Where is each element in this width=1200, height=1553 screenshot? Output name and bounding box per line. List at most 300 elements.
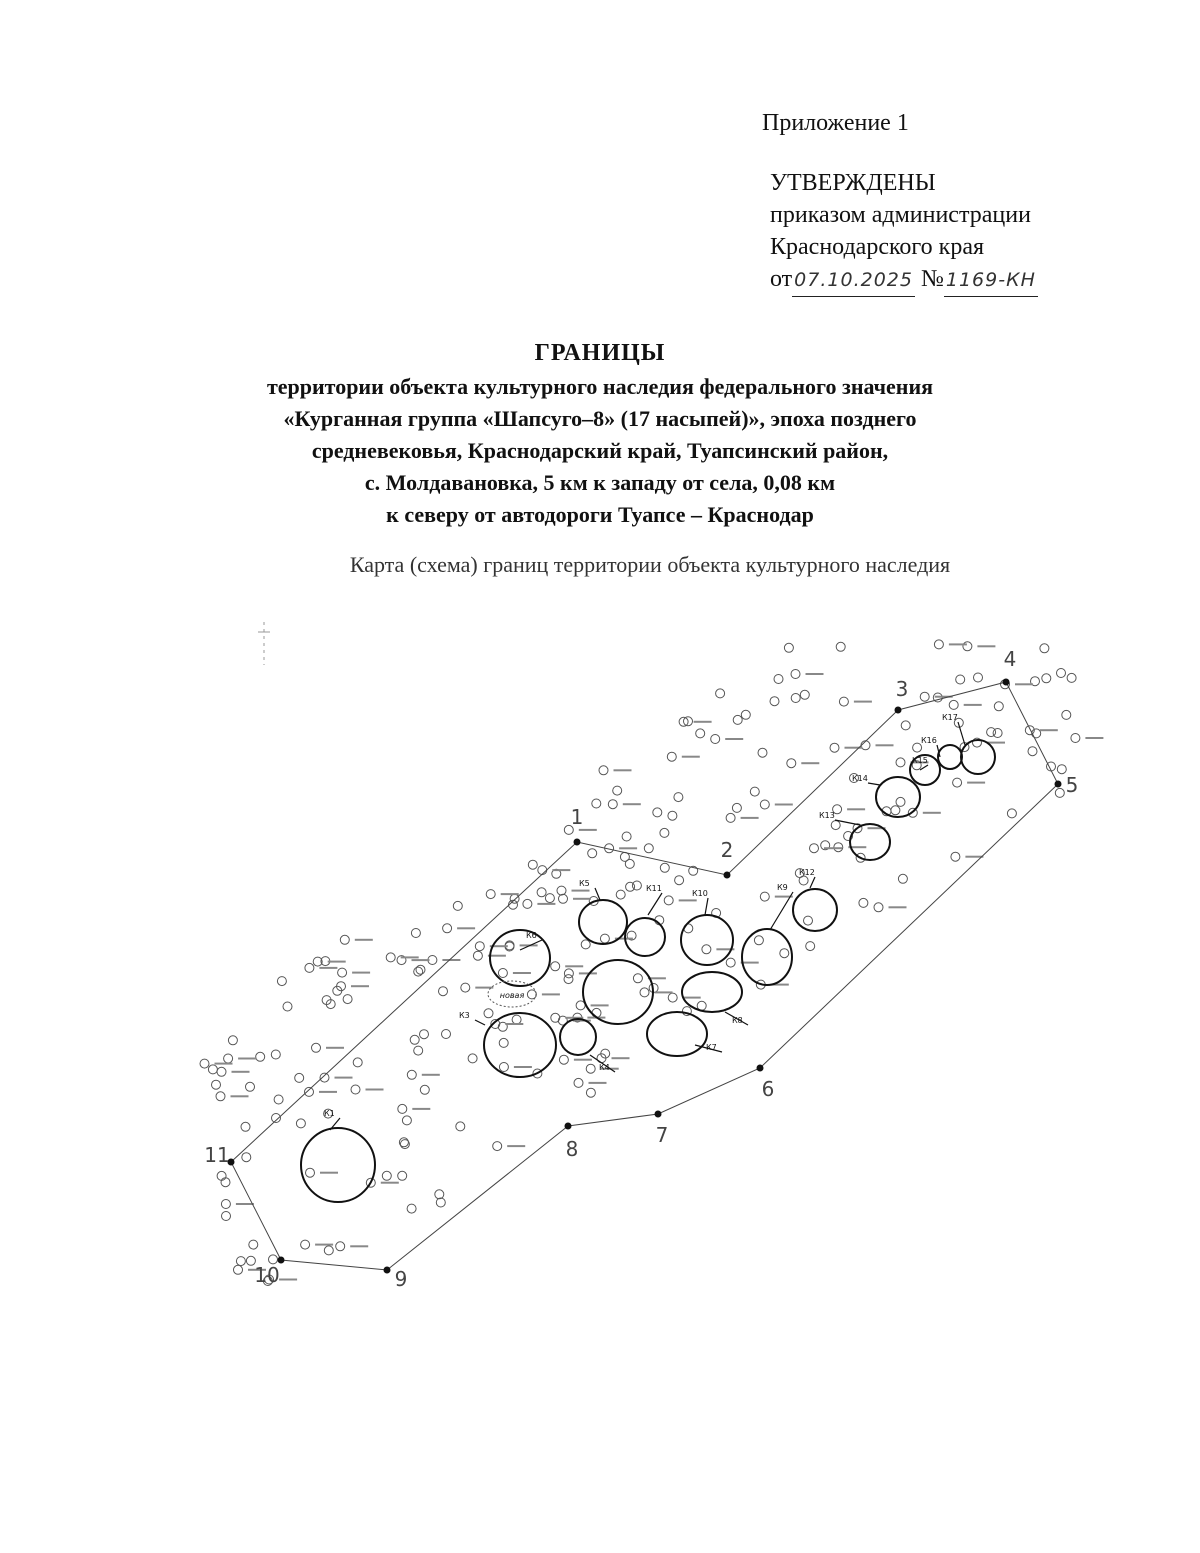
survey-point — [664, 896, 673, 905]
elevation-mark — [422, 1074, 440, 1076]
survey-point — [234, 1265, 243, 1274]
boundary-polygon — [231, 682, 1058, 1270]
survey-point — [963, 642, 972, 651]
elevation-mark — [614, 769, 632, 771]
survey-point — [242, 1153, 251, 1162]
survey-point — [564, 975, 573, 984]
elevation-mark — [977, 645, 995, 647]
mound-leader — [475, 1020, 485, 1025]
survey-point — [398, 1171, 407, 1180]
survey-point — [324, 1246, 333, 1255]
elevation-mark — [824, 847, 842, 849]
survey-point — [956, 675, 965, 684]
survey-point — [551, 962, 560, 971]
survey-point — [831, 821, 840, 830]
approved-by-line2: Краснодарского края — [770, 234, 985, 260]
survey-point — [625, 859, 634, 868]
survey-point — [874, 903, 883, 912]
survey-point — [1062, 710, 1071, 719]
mound-circle — [560, 1019, 596, 1055]
elevation-mark — [232, 1071, 250, 1073]
elevation-mark — [236, 1203, 254, 1205]
survey-point — [353, 1058, 362, 1067]
survey-point — [830, 743, 839, 752]
survey-point — [559, 1055, 568, 1064]
survey-point — [622, 832, 631, 841]
title-line-1: территории объекта культурного наследия федерального значения — [266, 374, 934, 399]
survey-point — [306, 1168, 315, 1177]
mound-label: К14 — [852, 774, 868, 783]
survey-point — [732, 803, 741, 812]
elevation-mark — [355, 939, 373, 941]
survey-point — [222, 1212, 231, 1221]
elevation-mark — [1085, 737, 1103, 739]
mound-label: К5 — [579, 879, 590, 888]
survey-point — [1040, 644, 1049, 653]
survey-point — [274, 1095, 283, 1104]
survey-point — [726, 958, 735, 967]
map-caption: Карта (схема) границ территории объекта культурного наследия — [349, 552, 951, 577]
boundary-point-label: 8 — [565, 1137, 579, 1161]
mound-label: К3 — [459, 1011, 470, 1020]
survey-point — [806, 942, 815, 951]
mound-circle — [961, 740, 995, 774]
mound-leader — [648, 893, 662, 915]
survey-point — [277, 977, 286, 986]
mound-leader — [810, 877, 815, 888]
survey-point — [435, 1190, 444, 1199]
survey-point — [626, 882, 635, 891]
title-line-5: к северу от автодороги Туапсе – Краснодар — [386, 502, 814, 527]
mound-circle — [583, 960, 653, 1024]
approval-block — [770, 167, 1038, 297]
survey-point — [1071, 734, 1080, 743]
survey-point — [754, 936, 763, 945]
survey-point — [271, 1050, 280, 1059]
approval-date-line — [770, 263, 1038, 297]
elevation-mark — [876, 744, 894, 746]
survey-point — [295, 1073, 304, 1082]
boundary-point-label: 1 — [570, 805, 584, 829]
survey-point — [468, 1054, 477, 1063]
survey-point — [407, 1070, 416, 1079]
survey-point — [839, 697, 848, 706]
title-line-3: средневековья, Краснодарский край, Туапсинский район, — [311, 438, 889, 463]
elevation-mark — [352, 972, 370, 974]
survey-point — [538, 866, 547, 875]
survey-point — [668, 811, 677, 820]
elevation-mark — [315, 1244, 333, 1246]
boundary-vertex — [574, 839, 581, 846]
survey-point — [616, 890, 625, 899]
boundary-map — [0, 610, 1200, 1330]
survey-point — [351, 1085, 360, 1094]
survey-point — [283, 1002, 292, 1011]
elevation-mark — [1015, 683, 1033, 685]
appendix-label: Приложение 1 — [762, 110, 909, 136]
elevation-mark — [964, 704, 982, 706]
boundary-point-label: 2 — [720, 838, 734, 862]
elevation-mark — [806, 673, 824, 675]
elevation-mark — [847, 808, 865, 810]
survey-point — [608, 800, 617, 809]
survey-point — [557, 886, 566, 895]
survey-point — [256, 1052, 265, 1061]
survey-point — [974, 673, 983, 682]
survey-point — [810, 844, 819, 853]
survey-point — [221, 1178, 230, 1187]
survey-point — [473, 951, 482, 960]
survey-point — [1007, 809, 1016, 818]
elevation-mark — [573, 898, 591, 900]
elevation-mark — [683, 997, 701, 999]
mound-label: К7 — [706, 1043, 717, 1052]
elevation-mark — [319, 1091, 337, 1093]
survey-point — [711, 735, 720, 744]
survey-point — [702, 945, 711, 954]
elevation-mark — [619, 847, 637, 849]
survey-point — [456, 1122, 465, 1131]
boundary-vertex — [1055, 781, 1062, 788]
mound-circle — [876, 777, 920, 817]
survey-point — [212, 1080, 221, 1089]
elevation-mark — [279, 1279, 297, 1281]
number-value: 1169-КН — [944, 264, 1038, 297]
mound-circle — [682, 972, 742, 1012]
survey-point — [241, 1122, 250, 1131]
elevation-mark — [923, 812, 941, 814]
survey-point — [588, 849, 597, 858]
elevation-mark — [319, 967, 337, 969]
survey-point — [675, 876, 684, 885]
survey-point — [898, 874, 907, 883]
survey-point — [551, 1013, 560, 1022]
elevation-mark — [507, 1145, 525, 1147]
survey-point — [414, 1046, 423, 1055]
mound-label: К11 — [646, 884, 662, 893]
survey-point — [741, 710, 750, 719]
survey-point — [484, 1009, 493, 1018]
survey-point — [581, 940, 590, 949]
survey-point — [338, 968, 347, 977]
mound-circle — [490, 930, 550, 986]
boundary-point-label: 9 — [394, 1267, 408, 1291]
survey-point — [439, 987, 448, 996]
new-label: новая — [499, 991, 525, 1000]
survey-point — [343, 995, 352, 1004]
survey-point — [398, 1104, 407, 1113]
survey-point — [246, 1082, 255, 1091]
survey-point — [901, 721, 910, 730]
survey-point — [537, 888, 546, 897]
mound-circle — [742, 929, 792, 985]
survey-point — [660, 863, 669, 872]
survey-point — [475, 942, 484, 951]
survey-point — [951, 852, 960, 861]
mound-label: К4 — [599, 1063, 610, 1072]
survey-point — [523, 899, 532, 908]
boundary-point-label: 10 — [254, 1263, 280, 1287]
elevation-mark — [351, 985, 369, 987]
survey-point — [443, 924, 452, 933]
elevation-mark — [366, 1089, 384, 1091]
survey-point — [493, 1142, 502, 1151]
elevation-mark — [320, 1172, 338, 1174]
survey-point — [224, 1054, 233, 1063]
elevation-mark — [889, 906, 907, 908]
survey-point — [896, 758, 905, 767]
elevation-mark — [501, 893, 519, 895]
mound-label: К15 — [912, 756, 928, 765]
elevation-mark — [987, 742, 1005, 744]
survey-point — [920, 692, 929, 701]
survey-point — [644, 844, 653, 853]
elevation-mark — [967, 782, 985, 784]
survey-point — [599, 766, 608, 775]
survey-point — [774, 675, 783, 684]
survey-point — [896, 797, 905, 806]
elevation-mark — [589, 1082, 607, 1084]
survey-point — [416, 965, 425, 974]
mound-circle — [681, 915, 733, 965]
boundary-point-label: 3 — [895, 677, 909, 701]
elevation-mark — [328, 961, 346, 963]
elevation-mark — [565, 965, 583, 967]
survey-point — [1028, 747, 1037, 756]
mound-leader — [868, 783, 880, 785]
boundary-vertex — [384, 1267, 391, 1274]
elevation-mark — [1040, 729, 1058, 731]
survey-point — [760, 800, 769, 809]
survey-point — [750, 787, 759, 796]
survey-point — [402, 1116, 411, 1125]
survey-point — [249, 1240, 258, 1249]
survey-point — [340, 935, 349, 944]
survey-point — [1042, 674, 1051, 683]
survey-point — [574, 1078, 583, 1087]
elevation-mark — [231, 1095, 249, 1097]
elevation-mark — [552, 869, 570, 871]
survey-point — [221, 1200, 230, 1209]
boundary-vertex — [724, 872, 731, 879]
elevation-mark — [679, 899, 697, 901]
survey-point — [859, 898, 868, 907]
survey-point — [386, 953, 395, 962]
number-prefix: № — [920, 266, 944, 292]
survey-point — [336, 1242, 345, 1251]
title-line-4: с. Молдавановка, 5 км к западу от села, 0,08 км — [364, 470, 836, 495]
boundary-point-label: 4 — [1003, 647, 1017, 671]
mound-circle — [938, 745, 962, 769]
elevation-mark — [801, 762, 819, 764]
survey-point — [436, 1198, 445, 1207]
mound-label: К12 — [799, 868, 815, 877]
survey-point — [668, 993, 677, 1002]
survey-point — [420, 1085, 429, 1094]
boundary-point-label: 11 — [204, 1143, 230, 1167]
survey-point — [716, 689, 725, 698]
elevation-mark — [591, 1004, 609, 1006]
survey-point — [320, 1073, 329, 1082]
survey-point — [613, 786, 622, 795]
survey-point — [305, 1087, 314, 1096]
elevation-mark — [442, 959, 460, 961]
elevation-mark — [505, 1023, 523, 1025]
mound-label: К8 — [732, 1016, 743, 1025]
survey-point — [994, 702, 1003, 711]
survey-point — [1067, 673, 1076, 682]
boundary-point-label: 6 — [761, 1077, 775, 1101]
survey-point — [800, 690, 809, 699]
survey-point — [527, 990, 536, 999]
elevation-mark — [514, 1066, 532, 1068]
survey-point — [891, 806, 900, 815]
mound-label: К17 — [942, 713, 958, 722]
elevation-mark — [854, 701, 872, 703]
elevation-mark — [612, 1057, 630, 1059]
survey-point — [784, 643, 793, 652]
survey-point — [633, 974, 642, 983]
survey-point — [420, 1030, 429, 1039]
survey-point — [410, 1035, 419, 1044]
survey-point — [791, 670, 800, 679]
elevation-mark — [542, 993, 560, 995]
survey-point — [674, 793, 683, 802]
elevation-mark — [215, 1063, 233, 1065]
mound-label: К16 — [921, 736, 937, 745]
survey-point — [836, 642, 845, 651]
survey-point — [586, 1064, 595, 1073]
survey-point — [1057, 669, 1066, 678]
elevation-mark — [949, 643, 967, 645]
survey-points — [200, 640, 1080, 1286]
survey-point — [499, 1063, 508, 1072]
mound-label: К10 — [692, 889, 708, 898]
survey-point — [653, 808, 662, 817]
elevation-mark — [335, 1077, 353, 1079]
survey-point — [217, 1067, 226, 1076]
boundary-vertex — [757, 1065, 764, 1072]
survey-point — [726, 813, 735, 822]
title-main: ГРАНИЦЫ — [534, 340, 666, 366]
mound-label: К13 — [819, 811, 835, 820]
boundary-vertex — [895, 707, 902, 714]
survey-point — [770, 697, 779, 706]
survey-point — [498, 969, 507, 978]
survey-point — [312, 1043, 321, 1052]
elevation-mark — [238, 1058, 256, 1060]
elevation-mark — [579, 829, 597, 831]
survey-point — [660, 828, 669, 837]
survey-point — [216, 1092, 225, 1101]
elevation-mark — [572, 890, 590, 892]
survey-point — [780, 949, 789, 958]
mound-circle — [301, 1128, 375, 1202]
survey-point — [760, 892, 769, 901]
elevation-mark — [326, 1047, 344, 1049]
survey-point — [382, 1171, 391, 1180]
survey-point — [510, 894, 519, 903]
survey-point — [592, 799, 601, 808]
survey-point — [461, 983, 470, 992]
survey-point — [453, 901, 462, 910]
mound-labels — [324, 713, 965, 1130]
mound-circle — [579, 900, 627, 944]
boundary-vertex — [565, 1123, 572, 1130]
survey-point — [407, 1204, 416, 1213]
survey-point — [499, 1038, 508, 1047]
mound-circle — [850, 824, 890, 860]
date-prefix: от — [770, 266, 793, 292]
elevation-mark — [350, 1245, 368, 1247]
survey-point — [934, 640, 943, 649]
elevation-mark — [381, 1182, 399, 1184]
survey-point — [228, 1036, 237, 1045]
elevation-mark — [682, 756, 700, 758]
survey-point — [414, 967, 423, 976]
survey-point — [993, 729, 1002, 738]
elevation-mark — [457, 927, 475, 929]
elevation-mark — [694, 721, 712, 723]
elevation-mark — [412, 1108, 430, 1110]
elevation-mark — [401, 956, 419, 958]
survey-point — [442, 1030, 451, 1039]
approved-by-line1: приказом администрации — [770, 202, 1031, 228]
survey-point — [200, 1059, 209, 1068]
mound-leader — [705, 898, 708, 915]
elevation-mark — [725, 738, 743, 740]
survey-point — [804, 916, 813, 925]
mound-leader — [770, 892, 793, 930]
boundary-vertex — [1003, 679, 1010, 686]
elevation-mark — [513, 972, 531, 974]
elevation-mark — [412, 959, 430, 961]
survey-point — [305, 963, 314, 972]
mound-label: К9 — [777, 883, 788, 892]
survey-point — [236, 1257, 245, 1266]
mound-circle — [625, 918, 665, 956]
survey-point — [586, 1088, 595, 1097]
boundary-point-label: 7 — [655, 1123, 669, 1147]
survey-point — [486, 890, 495, 899]
elevation-mark — [623, 803, 641, 805]
survey-point — [545, 894, 554, 903]
survey-point — [411, 929, 420, 938]
north-mark — [258, 622, 270, 665]
mound-label: К6 — [526, 931, 537, 940]
survey-point — [949, 700, 958, 709]
mound-label: К1 — [324, 1109, 335, 1118]
boundary-point-label: 5 — [1065, 773, 1079, 797]
survey-point — [787, 759, 796, 768]
survey-point — [667, 752, 676, 761]
elevation-marks — [215, 643, 1104, 1280]
elevation-mark — [655, 991, 673, 993]
survey-point — [559, 894, 568, 903]
boundary-vertex — [655, 1111, 662, 1118]
survey-point — [512, 1015, 521, 1024]
survey-point — [1055, 788, 1064, 797]
document-title — [140, 340, 1060, 531]
survey-point — [217, 1171, 226, 1180]
survey-point — [528, 860, 537, 869]
mound-circle — [793, 889, 837, 931]
mound-leader — [958, 722, 965, 745]
elevation-mark — [775, 804, 793, 806]
survey-point — [301, 1240, 310, 1249]
survey-point — [733, 715, 742, 724]
survey-point — [296, 1119, 305, 1128]
